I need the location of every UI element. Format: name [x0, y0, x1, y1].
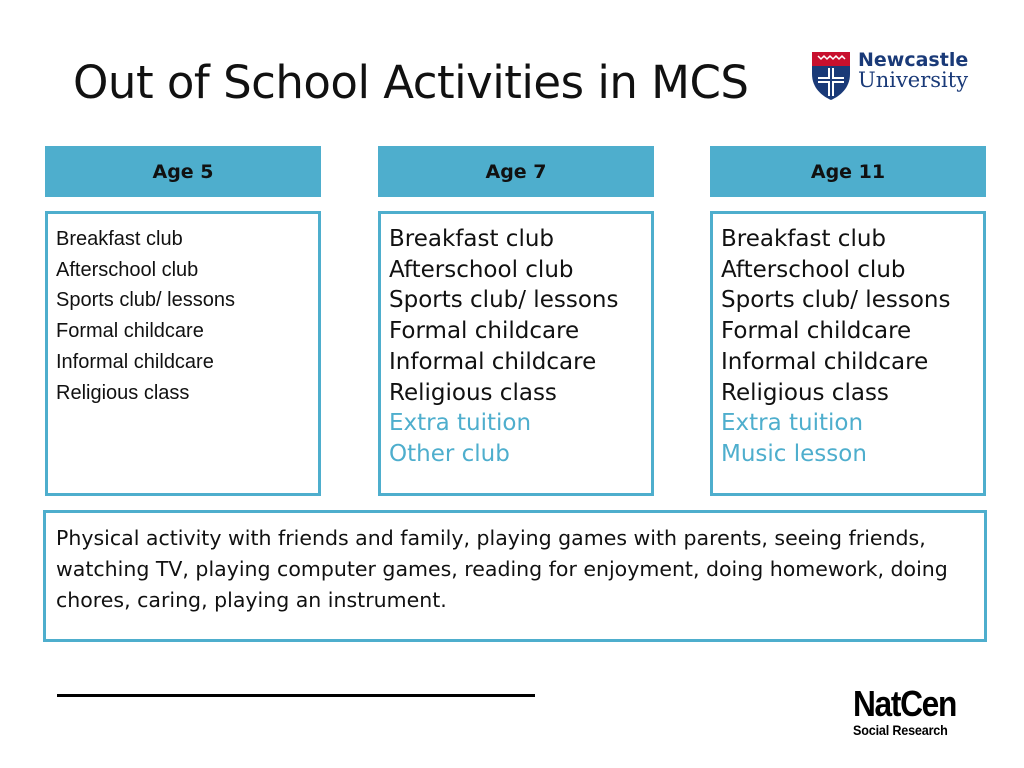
page-title: Out of School Activities in MCS: [73, 56, 749, 109]
list-item: Breakfast club: [56, 228, 183, 250]
list-item: Informal childcare: [721, 348, 929, 375]
age-7-activity-list: [378, 211, 654, 496]
list-item: Afterschool club: [389, 256, 574, 283]
newcastle-logo-line1: Newcastle: [858, 49, 969, 71]
list-item: Breakfast club: [721, 226, 887, 252]
natcen-logo-subtitle: Social Research: [853, 722, 948, 738]
age-11-activity-list: [710, 211, 986, 496]
age-7-header: Age 7: [378, 146, 654, 197]
list-item: Informal childcare: [389, 348, 597, 375]
list-item: Formal childcare: [56, 320, 204, 343]
list-item: Afterschool club: [56, 258, 199, 281]
newcastle-shield-icon: [810, 50, 852, 102]
age-5-header: Age 5: [45, 146, 321, 197]
list-item-new: Extra tuition: [721, 410, 864, 437]
list-item: Informal childcare: [56, 350, 214, 373]
list-item-new: Other club: [389, 440, 510, 467]
list-item: Religious class: [389, 379, 557, 406]
natcen-logo: [853, 683, 983, 738]
list-item: Breakfast club: [389, 226, 555, 252]
newcastle-university-logo: [810, 50, 980, 102]
natcen-logo-name: NatCen: [853, 683, 956, 724]
newcastle-logo-line2: University: [858, 68, 969, 92]
list-item: Religious class: [56, 381, 190, 404]
list-item: Sports club/ lessons: [721, 287, 951, 314]
list-item-new: Music lesson: [721, 440, 867, 467]
age-5-activity-list: [45, 211, 321, 496]
list-item: Formal childcare: [389, 318, 580, 345]
list-item: Formal childcare: [721, 318, 912, 345]
list-item: Sports club/ lessons: [389, 287, 619, 314]
age-11-header: Age 11: [710, 146, 986, 197]
list-item-new: Extra tuition: [389, 410, 532, 437]
footer-divider: [57, 694, 535, 697]
other-activities-box: Physical activity with friends and family, playing games with parents, seeing friends, watching TV, playing computer games, reading for enjoyment, doing homework, doing chores, caring, playing an instrument.: [43, 510, 987, 642]
list-item: Sports club/ lessons: [56, 289, 235, 312]
list-item: Religious class: [721, 379, 889, 406]
list-item: Afterschool club: [721, 256, 906, 283]
